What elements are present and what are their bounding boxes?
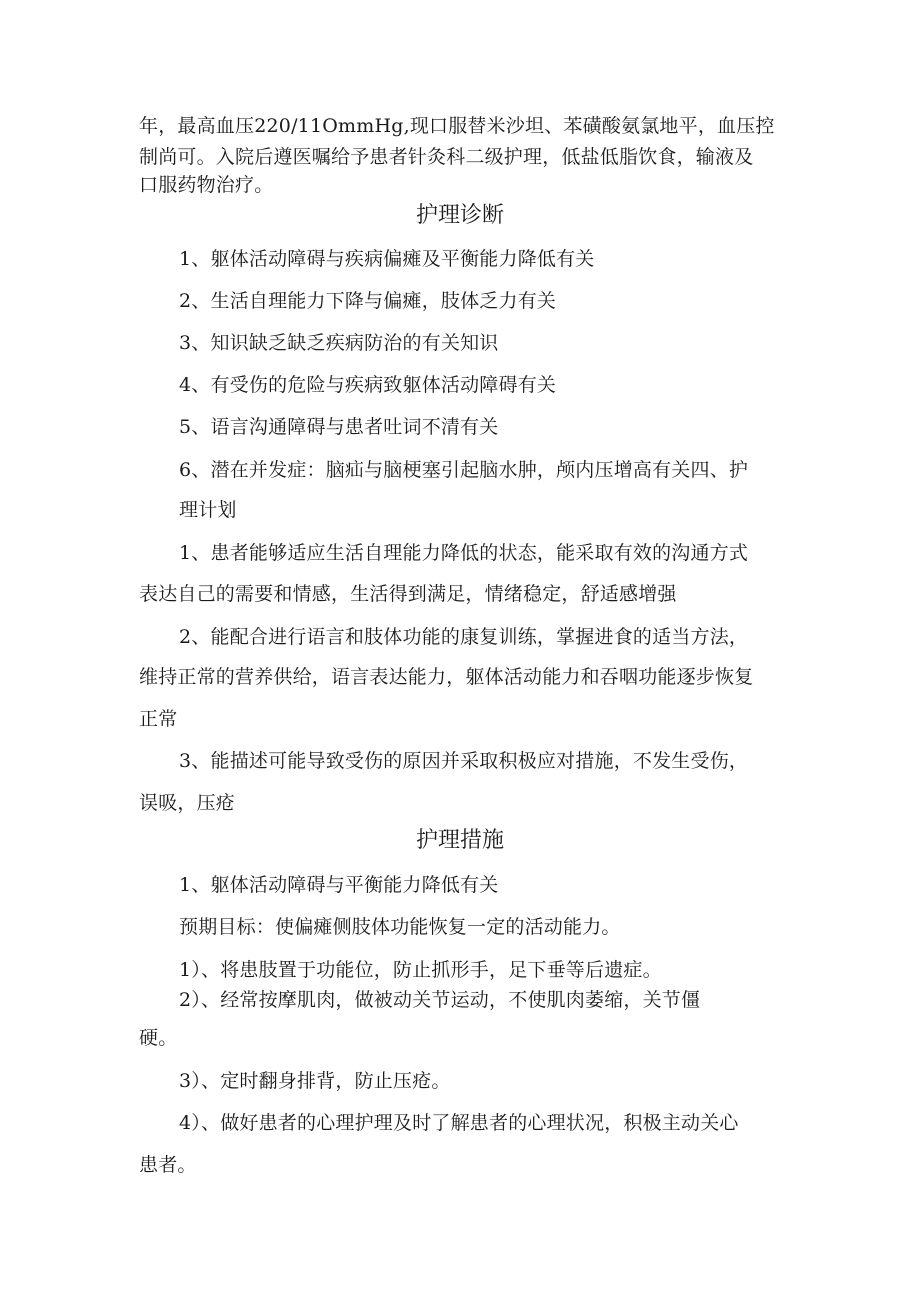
plan-item-2-line-2: 维持正常的营养供给，语言表达能力，躯体活动能力和吞咽功能逐步恢复: [139, 666, 754, 688]
diagnosis-item-6-line-1: 6、潜在并发症：脑疝与脑梗塞引起脑水肿，颅内压增高有关四、护: [179, 459, 749, 481]
intro-line-3: 口服药物治疗。: [139, 174, 274, 196]
measure-step-2-line-1: 2）、经常按摩肌肉，做被动关节运动，不使肌肉萎缩，关节僵: [179, 989, 701, 1011]
measures-heading: 护理措施: [415, 828, 504, 853]
diagnosis-item-6-line-2: 理计划: [179, 499, 237, 521]
diagnosis-item-1: 1、躯体活动障碍与疾病偏瘫及平衡能力降低有关: [179, 248, 595, 270]
intro-line-2: 制尚可。入院后遵医嘱给予患者针灸科二级护理，低盐低脂饮食，输液及: [139, 146, 754, 168]
plan-item-3-line-1: 3、能描述可能导致受伤的原因并采取积极应对措施，不发生受伤，: [179, 750, 749, 772]
intro-line-1: 年，最高血压220/11OmmHg,现口服替米沙坦、苯磺酸氨氯地平，血压控: [139, 115, 775, 137]
measure-step-2-line-2: 硬。: [139, 1027, 178, 1049]
diagnosis-item-5: 5、语言沟通障碍与患者吐词不清有关: [179, 416, 499, 438]
measure-step-1: 1）、将患肢置于功能位，防止抓形手，足下垂等后遗症。: [179, 959, 662, 981]
diagnosis-item-3: 3、知识缺乏缺乏疾病防治的有关知识: [179, 332, 499, 354]
measure-goal: 预期目标：使偏瘫侧肢体功能恢复一定的活动能力。: [179, 916, 621, 938]
plan-item-1-line-1: 1、患者能够适应生活自理能力降低的状态，能采取有效的沟通方式: [179, 542, 749, 564]
plan-item-3-line-2: 误吸，压疮: [139, 792, 236, 814]
measure-step-4-line-2: 患者。: [139, 1154, 197, 1176]
plan-item-1-line-2: 表达自己的需要和情感，生活得到满足，情绪稳定，舒适感增强: [139, 583, 677, 605]
diagnosis-item-4: 4、有受伤的危险与疾病致躯体活动障碍有关: [179, 374, 557, 396]
plan-item-2-line-3: 正常: [139, 708, 178, 730]
plan-item-2-line-1: 2、能配合进行语言和肢体功能的康复训练，掌握进食的适当方法，: [179, 626, 749, 648]
measure-step-3: 3）、定时翻身排背，防止压疮。: [179, 1070, 451, 1092]
measure-1: 1、躯体活动障碍与平衡能力降低有关: [179, 874, 499, 896]
diagnosis-heading: 护理诊断: [415, 203, 504, 228]
measure-step-4-line-1: 4）、做好患者的心理护理及时了解患者的心理状况，积极主动关心: [179, 1112, 739, 1134]
diagnosis-item-2: 2、生活自理能力下降与偏瘫，肢体乏力有关: [179, 290, 557, 312]
